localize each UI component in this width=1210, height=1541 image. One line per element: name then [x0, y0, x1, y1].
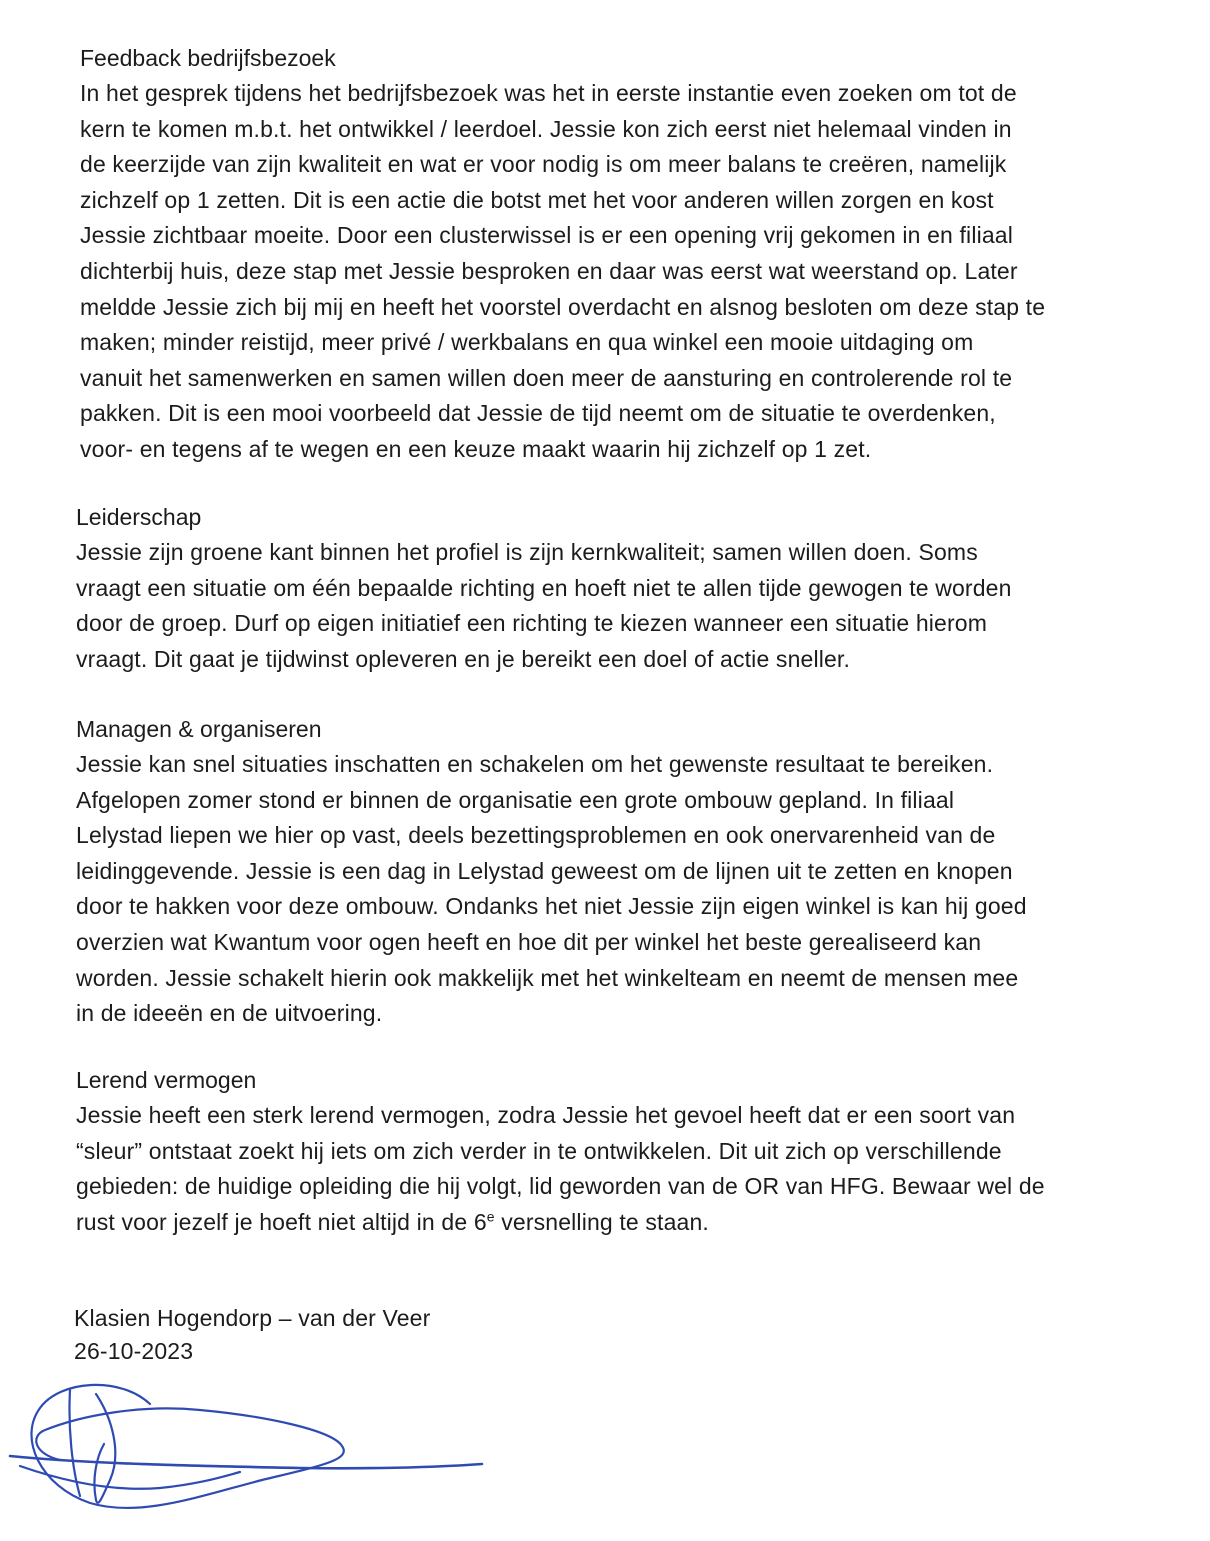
paragraph-line: meldde Jessie zich bij mij en heeft het voorstel overdacht en alsnog besloten om deze stap te: [80, 293, 1046, 320]
paragraph-line: gebieden: de huidige opleiding die hij volgt, lid geworden van de OR van HFG. Bewaar wel de: [76, 1173, 1045, 1200]
paragraph-line: in de ideeën en de uitvoering.: [76, 1000, 383, 1027]
paragraph-line: Jessie heeft een sterk lerend vermogen, zodra Jessie het gevoel heeft dat er een soort van: [76, 1102, 1016, 1128]
paragraph-line: worden. Jessie schakelt hierin ook makkelijk met het winkelteam en neemt de mensen mee: [76, 964, 1019, 991]
section-feedback: [80, 40, 1170, 468]
section-heading: Leiderschap: [76, 504, 202, 530]
signatory-name: Klasien Hogendorp – van der Veer: [74, 1305, 431, 1331]
paragraph-line: dichterbij huis, deze stap met Jessie besproken en daar was eerst wat weerstand op. Later: [80, 257, 1018, 284]
paragraph-line: leidinggevende. Jessie is een dag in Lelystad geweest om de lijnen uit te zetten en knopen: [76, 857, 1013, 884]
section-heading: Managen & organiseren: [76, 716, 322, 742]
handwritten-signature: [0, 1368, 500, 1528]
paragraph-line: door te hakken voor deze ombouw. Ondanks het niet Jessie zijn eigen winkel is kan hij goed: [76, 893, 1027, 920]
paragraph-line: “sleur” ontstaat zoekt hij iets om zich verder in te ontwikkelen. Dit uit zich op verschillende: [76, 1137, 1002, 1164]
paragraph-line: Jessie zijn groene kant binnen het profiel is zijn kernkwaliteit; samen willen doen. Soms: [76, 539, 978, 565]
signature-block: [74, 1302, 430, 1368]
paragraph-line: Lelystad liepen we hier op vast, deels bezettingsproblemen en ook onervarenheid van de: [76, 822, 996, 849]
line-text: rust voor jezelf je hoeft niet altijd in de 6: [76, 1208, 487, 1235]
superscript: e: [486, 1208, 495, 1225]
signature-strokes: [10, 1385, 482, 1508]
signature-stroke: [20, 1466, 240, 1489]
paragraph-line: maken; minder reistijd, meer privé / werkbalans en qua winkel een mooie uitdaging om: [80, 329, 974, 356]
section-heading: Lerend vermogen: [76, 1067, 257, 1093]
paragraph-line: door de groep. Durf op eigen initiatief een richting te kiezen wanneer een situatie hierom: [76, 610, 988, 637]
paragraph-line: de keerzijde van zijn kwaliteit en wat er voor nodig is om meer balans te creëren, namelijk: [80, 151, 1007, 178]
signature-stroke: [10, 1456, 482, 1468]
paragraph-line: kern te komen m.b.t. het ontwikkel / leerdoel. Jessie kon zich eerst niet helemaal vinden in: [80, 115, 1012, 142]
section-managen: [76, 711, 1166, 1032]
signature-date: 26-10-2023: [74, 1338, 194, 1364]
paragraph-line: Afgelopen zomer stond er binnen de organisatie een grote ombouw gepland. In filiaal: [76, 786, 955, 813]
paragraph-line-last: [76, 1205, 1166, 1241]
paragraph-line: pakken. Dit is een mooi voorbeeld dat Jessie de tijd neemt om de situatie te overdenken,: [80, 400, 996, 427]
paragraph-line: vanuit het samenwerken en samen willen doen meer de aansturing en controlerende rol te: [80, 364, 1013, 391]
paragraph-line: In het gesprek tijdens het bedrijfsbezoek was het in eerste instantie even zoeken om tot de: [80, 80, 1017, 106]
paragraph-line: Jessie kan snel situaties inschatten en schakelen om het gewenste resultaat te bereiken.: [76, 751, 994, 777]
line-text: versnelling te staan.: [494, 1208, 709, 1235]
paragraph-line: Jessie zichtbaar moeite. Door een clusterwissel is er een opening vrij gekomen in en filiaal: [80, 222, 1013, 249]
paragraph-line: voor- en tegens af te wegen en een keuze maakt waarin hij zichzelf op 1 zet.: [80, 435, 872, 462]
section-lerend-vermogen: [76, 1062, 1166, 1240]
section-leiderschap: [76, 499, 1166, 677]
paragraph-line: vraagt een situatie om één bepaalde richting en hoeft niet te allen tijde gewogen te worden: [76, 574, 1012, 601]
paragraph-line: overzien wat Kwantum voor ogen heeft en hoe dit per winkel het beste gerealiseerd kan: [76, 928, 982, 955]
paragraph-line: vraagt. Dit gaat je tijdwinst opleveren en je bereikt een doel of actie sneller.: [76, 645, 850, 672]
paragraph-line: zichzelf op 1 zetten. Dit is een actie die botst met het voor anderen willen zorgen en kost: [80, 186, 994, 213]
section-heading: Feedback bedrijfsbezoek: [80, 45, 336, 71]
